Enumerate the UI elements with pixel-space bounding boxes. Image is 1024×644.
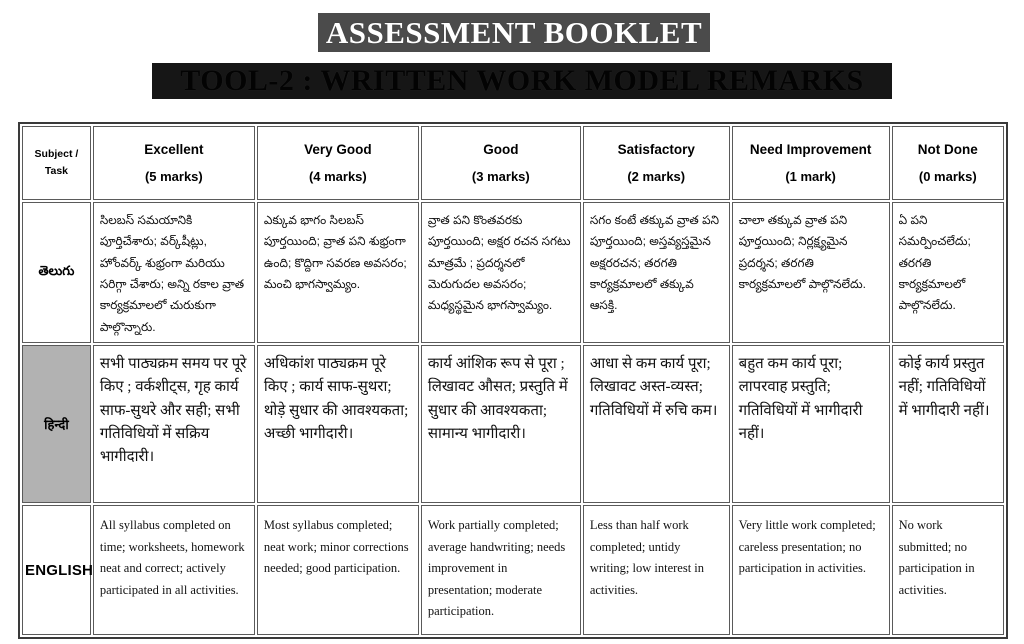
column-header-very-good-marks: (4 marks) — [308, 168, 367, 184]
cell-hindi-good: कार्य आंशिक रूप से पूरा ; लिखावट औसत; प्रस्तुति में सुधार की आवश्यकता; सामान्य भागीदारी। — [421, 345, 581, 503]
cell-english-need-improvement: Very little work completed; careless presentation; no participation in activities. — [732, 505, 890, 635]
table-header — [22, 126, 1004, 200]
column-header-good-marks: (3 marks) — [471, 168, 530, 184]
column-header-subject — [22, 126, 91, 200]
column-header-excellent-label: Excellent — [144, 141, 204, 157]
column-header-excellent — [93, 126, 255, 200]
column-header-satisfactory-marks: (2 marks) — [627, 168, 686, 184]
cell-english-not-done: No work submitted; no participation in activities. — [892, 505, 1004, 635]
cell-telugu-excellent: సిలబస్ సమయానికి పూర్తిచేశారు; వర్క్‌షీట్లు, హోంవర్క్ శుభ్రంగా మరియు సరిగ్గా చేశారు; అన్ని రకాల వ్రాత కార్యక్రమాలలో చురుకుగా పాల్గొన్నారు. — [93, 202, 255, 343]
column-header-need-improvement — [732, 126, 890, 200]
cell-telugu-not-done: ఏ పని సమర్పించలేదు; తరగతి కార్యక్రమాలలో పాల్గొనలేదు. — [892, 202, 1004, 343]
column-header-need-improvement-label: Need Improvement — [749, 141, 872, 157]
row-label-telugu: తెలుగు — [22, 202, 91, 343]
cell-english-good: Work partially completed; average handwriting; needs improvement in presentation; moderate participation. — [421, 505, 581, 635]
cell-telugu-very-good: ఎక్కువ భాగం సిలబస్ పూర్తయింది; వ్రాత పని శుభ్రంగా ఉంది; కొద్దిగా సవరణ అవసరం; మంచి భాగస్వామ్యం. — [257, 202, 419, 343]
cell-hindi-very-good: अधिकांश पाठ्यक्रम पूरे किए ; कार्य साफ-सुथरा; थोड़े सुधार की आवश्यकता; अच्छी भागीदारी। — [257, 345, 419, 503]
cell-telugu-good: వ్రాత పని కొంతవరకు పూర్తయింది; అక్షర రచన సగటు మాత్రమే ; ప్రదర్శనలో మెరుగుదల అవసరం; మధ్యస్థమైన భాగస్వామ్యం. — [421, 202, 581, 343]
table-row — [22, 345, 1004, 503]
cell-english-satisfactory: Less than half work completed; untidy writing; low interest in activities. — [583, 505, 730, 635]
column-header-satisfactory — [583, 126, 730, 200]
table-body — [22, 202, 1004, 635]
row-label-english: ENGLISH — [22, 505, 91, 635]
cell-telugu-satisfactory: సగం కంటే తక్కువ వ్రాత పని పూర్తయింది; అస్తవ్యస్తమైన అక్షరరచన; తరగతి కార్యక్రమాలలో తక్కువ ఆసక్తి. — [583, 202, 730, 343]
cell-english-very-good: Most syllabus completed; neat work; minor corrections needed; good participation. — [257, 505, 419, 635]
column-header-good-label: Good — [483, 141, 519, 157]
column-header-very-good-label: Very Good — [304, 141, 372, 157]
cell-english-excellent: All syllabus completed on time; worksheets, homework neat and correct; actively participated in all activities. — [93, 505, 255, 635]
row-label-hindi: हिन्दी — [22, 345, 91, 503]
column-header-need-improvement-marks: (1 mark) — [785, 168, 836, 184]
column-header-subject-line1: Subject / — [34, 148, 79, 161]
column-header-not-done — [892, 126, 1004, 200]
cell-hindi-not-done: कोई कार्य प्रस्तुत नहीं; गतिविधियों में भागीदारी नहीं। — [892, 345, 1004, 503]
written-work-rubric-table — [18, 122, 1008, 639]
column-header-excellent-marks: (5 marks) — [144, 168, 203, 184]
cell-hindi-need-improvement: बहुत कम कार्य पूरा; लापरवाह प्रस्तुति; गतिविधियों में भागीदारी नहीं। — [732, 345, 890, 503]
document-title-sub: TOOL-2 : WRITTEN WORK MODEL REMARKS — [152, 63, 892, 99]
column-header-not-done-marks: (0 marks) — [918, 168, 977, 184]
column-header-very-good — [257, 126, 419, 200]
column-header-good — [421, 126, 581, 200]
table-row — [22, 202, 1004, 343]
column-header-not-done-label: Not Done — [917, 141, 978, 157]
cell-telugu-need-improvement: చాలా తక్కువ వ్రాత పని పూర్తయింది; నిర్లక్ష్యమైన ప్రదర్శన; తరగతి కార్యక్రమాలలో పాల్గొనలేదు. — [732, 202, 890, 343]
column-header-satisfactory-label: Satisfactory — [617, 141, 695, 157]
document-title-main: ASSESSMENT BOOKLET — [318, 13, 710, 52]
column-header-subject-line2: Task — [44, 165, 68, 177]
cell-hindi-satisfactory: आधा से कम कार्य पूरा; लिखावट अस्त-व्यस्त; गतिविधियों में रुचि कम। — [583, 345, 730, 503]
table-row — [22, 505, 1004, 635]
cell-hindi-excellent: सभी पाठ्यक्रम समय पर पूरे किए ; वर्कशीट्स, गृह कार्य साफ-सुथरे और सही; सभी गतिविधियों में सक्रिय भागीदारी। — [93, 345, 255, 503]
table-header-row — [22, 126, 1004, 200]
